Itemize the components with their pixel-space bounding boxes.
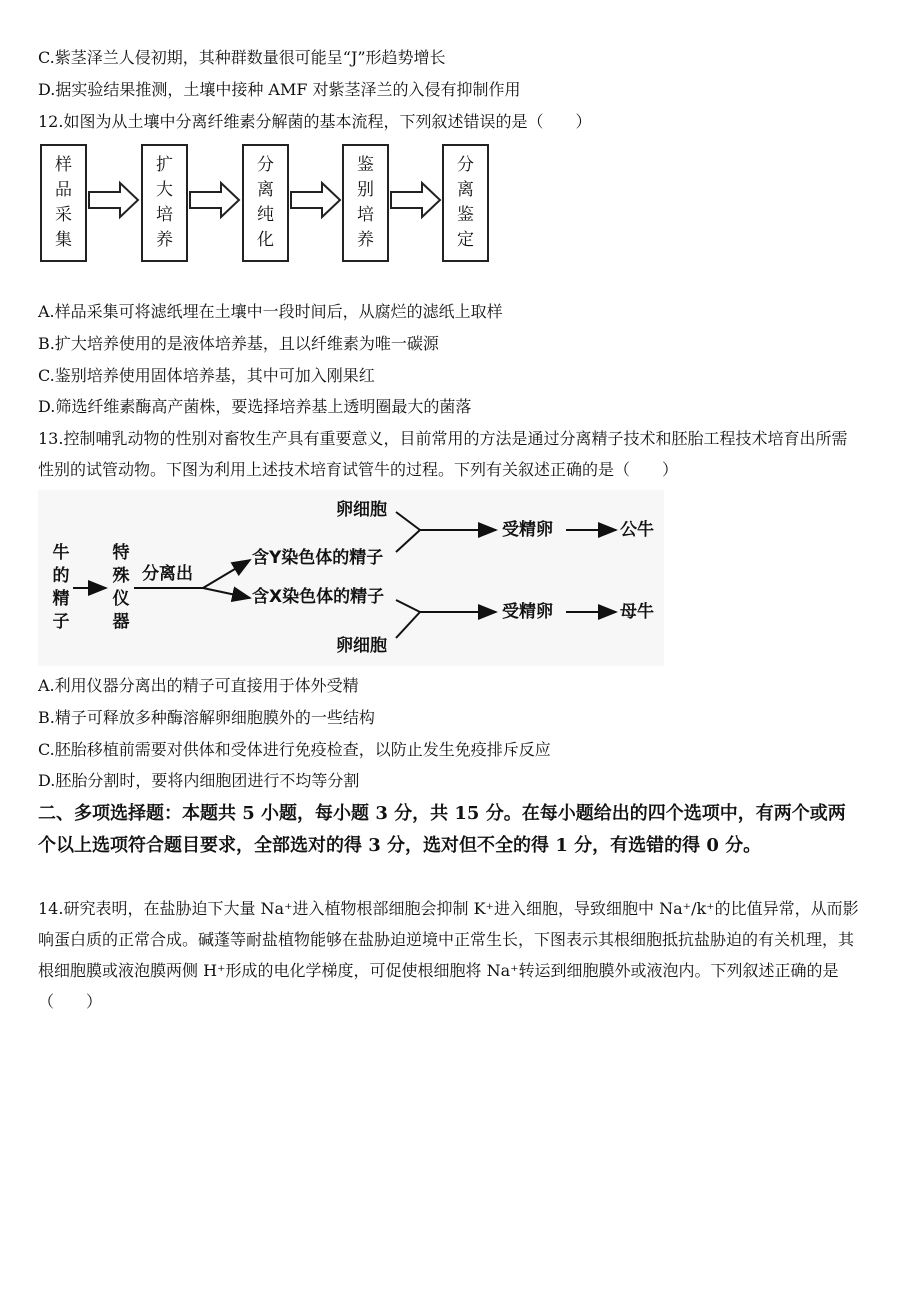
flow-char: 鉴	[357, 155, 374, 175]
q12-option-a: A.样品采集可将滤纸埋在土壤中一段时间后，从腐烂的滤纸上取样	[38, 302, 503, 321]
q13-option-a: A.利用仪器分离出的精子可直接用于体外受精	[38, 676, 359, 695]
flow-char: 离	[257, 180, 274, 200]
arrow-to-x-sperm	[203, 588, 250, 598]
flow-char: 纯	[257, 205, 274, 225]
label-zygote-bottom: 受精卵	[502, 602, 553, 622]
label-x-sperm: 含X染色体的精子	[252, 587, 385, 607]
flow-arrow-icon	[189, 180, 241, 220]
label-char: 的	[52, 566, 70, 586]
flow-arrow-icon	[290, 180, 342, 220]
q13-diagram	[38, 490, 664, 666]
flow-char: 分	[457, 155, 474, 175]
flow-char: 养	[357, 230, 374, 250]
label-char: 仪	[112, 589, 130, 609]
q12-option-c: C.鉴别培养使用固体培养基，其中可加入刚果红	[38, 366, 375, 385]
flow-box-isolation-identification	[442, 144, 489, 262]
flow-char: 鉴	[457, 205, 474, 225]
arrow-to-y-sperm	[203, 560, 250, 588]
label-female-cattle: 母牛	[620, 602, 654, 622]
line-egg-bottom-merge	[396, 612, 420, 638]
flow-char: 大	[156, 180, 173, 200]
q13-option-b: B.精子可释放多种酶溶解卵细胞膜外的一些结构	[38, 708, 375, 727]
label-char: 精	[52, 589, 70, 609]
flow-char: 扩	[156, 155, 173, 175]
q13-option-d: D.胚胎分割时，要将内细胞团进行不均等分割	[38, 771, 360, 790]
label-char: 特	[112, 543, 130, 563]
q13-stem: 13.控制哺乳动物的性别对畜牧生产具有重要意义，目前常用的方法是通过分离精子技术和胚胎工程技术培育出所需性别的试管动物。下图为利用上述技术培育试管牛的过程。下列有关叙述正确的是（ ）	[38, 429, 848, 479]
q13-option-c: C.胚胎移植前需要对供体和受体进行免疫检查，以防止发生免疫排斥反应	[38, 740, 551, 759]
label-char: 牛	[52, 543, 70, 563]
label-zygote-top: 受精卵	[502, 520, 553, 540]
flow-char: 化	[257, 230, 274, 250]
line-x-sperm-merge	[396, 600, 420, 612]
flow-char: 采	[55, 205, 72, 225]
label-char: 子	[52, 612, 70, 632]
flow-char: 离	[457, 180, 474, 200]
flow-arrow-icon	[88, 180, 140, 220]
flow-char: 定	[457, 230, 474, 250]
flow-char: 分	[257, 155, 274, 175]
flow-char: 品	[55, 180, 72, 200]
q12-option-d: D.筛选纤维素酶高产菌株，要选择培养基上透明圈最大的菌落	[38, 397, 472, 416]
q12-option-b: B.扩大培养使用的是液体培养基，且以纤维素为唯一碳源	[38, 334, 439, 353]
q12-stem: 12.如图为从土壤中分离纤维素分解菌的基本流程，下列叙述错误的是（ ）	[38, 112, 592, 131]
q11-option-c: C.紫茎泽兰人侵初期，其种群数量很可能呈“J”形趋势增长	[38, 48, 446, 67]
flow-char: 培	[357, 205, 374, 225]
flow-char: 样	[55, 155, 72, 175]
flow-char: 别	[357, 180, 374, 200]
label-y-sperm: 含Y染色体的精子	[252, 548, 384, 568]
label-char: 器	[112, 612, 130, 632]
label-char: 殊	[112, 566, 130, 586]
section-2-heading: 二、多项选择题：本题共 5 小题，每小题 3 分，共 15 分。在每小题给出的四个选项中，有两个或两个以上选项符合题目要求，全部选对的得 3 分，选对但不全的得 1 分，有选错的得 0 分。	[38, 803, 846, 856]
line-y-sperm-merge	[396, 530, 420, 552]
q11-option-d: D.据实验结果推测，土壤中接种 AMF 对紫茎泽兰的入侵有抑制作用	[38, 80, 521, 99]
flow-char: 养	[156, 230, 173, 250]
flow-char: 集	[55, 230, 72, 250]
flow-char: 培	[156, 205, 173, 225]
label-male-cattle: 公牛	[620, 520, 654, 540]
label-egg-bottom: 卵细胞	[336, 636, 387, 656]
flow-box-differential-culture	[342, 144, 389, 262]
flow-box-sample-collection	[40, 144, 87, 262]
line-egg-top-merge	[396, 512, 420, 530]
flow-box-enrichment-culture	[141, 144, 188, 262]
flow-box-isolation-purification	[242, 144, 289, 262]
label-separate: 分离出	[142, 564, 193, 584]
label-egg-top: 卵细胞	[336, 500, 387, 520]
q14-stem: 14.研究表明，在盐胁迫下大量 Na⁺进入植物根部细胞会抑制 K⁺进入细胞，导致细胞中 Na⁺/k⁺的比值异常，从而影响蛋白质的正常合成。碱蓬等耐盐植物能够在盐胁迫逆境中正常生长，下图表示其根细胞抵抗盐胁迫的有关机理，其根细胞膜或液泡膜两侧 H⁺形成的电化学梯度，可促使根细胞将 Na⁺转运到细胞膜外或液泡内。下列叙述正确的是（ ）	[38, 899, 859, 1011]
flow-arrow-icon	[390, 180, 442, 220]
